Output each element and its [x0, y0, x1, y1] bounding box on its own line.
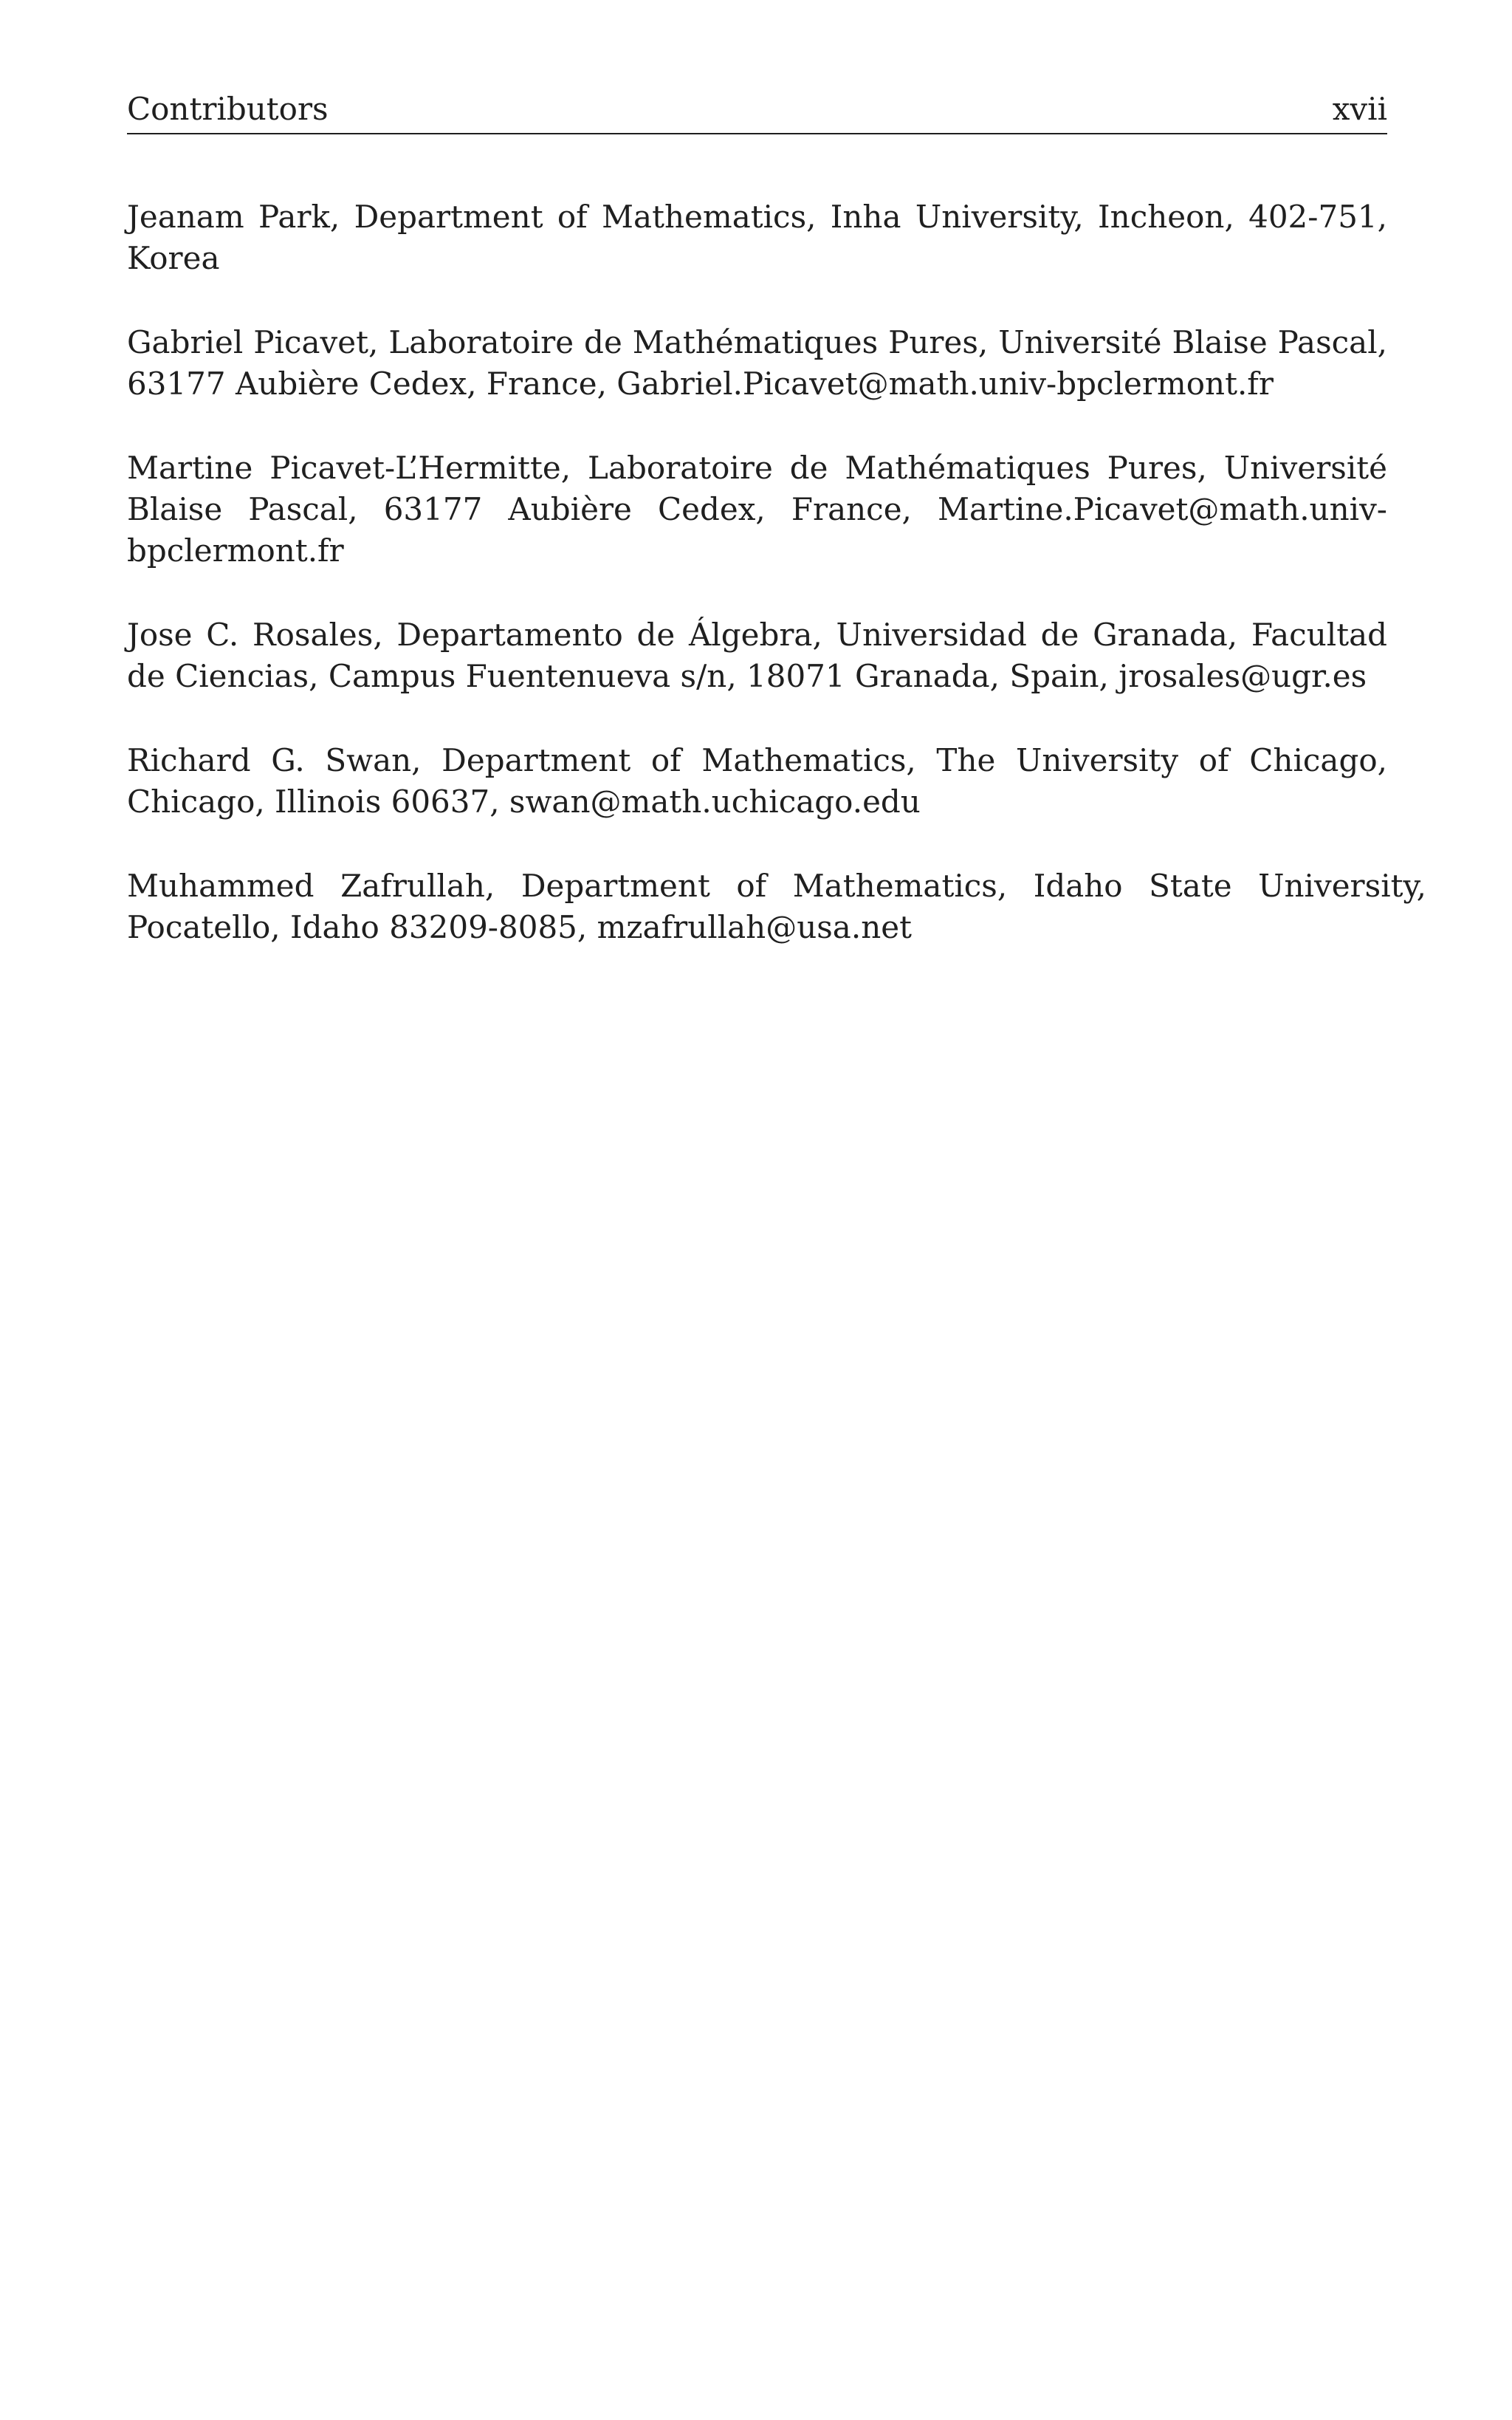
contributor-entry-zafrullah: Muhammed Zafrullah, Department of Mathematics, Idaho State University, Pocatello, Idaho 83209-8085, mzafrullah@usa.net	[127, 868, 1426, 945]
header-rule	[127, 133, 1387, 134]
running-head	[127, 87, 1387, 131]
contributor-entry-martine-picavet-lhermitte: Martine Picavet-L’Hermitte, Laboratoire de Mathématiques Pures, Université Blaise Pascal, 63177 Aubière Cedex, France, Martine.Picavet@math.univ-bpclermont.fr	[127, 450, 1387, 569]
section-title: Contributors	[127, 91, 329, 127]
contributor-entry-park: Jeanam Park, Department of Mathematics, Inha University, Incheon, 402-751, Korea	[127, 199, 1387, 276]
contributor-entry-swan: Richard G. Swan, Department of Mathematics, The University of Chicago, Chicago, Illinois 60637, swan@math.uchicago.edu	[127, 742, 1387, 820]
contributor-entry-rosales: Jose C. Rosales, Departamento de Álgebra, Universidad de Granada, Facultad de Ciencias, Campus Fuentenueva s/n, 18071 Granada, Spain, jrosales@ugr.es	[127, 617, 1387, 694]
page-number: xvii	[1332, 91, 1387, 127]
contributors-list	[127, 196, 1426, 991]
contributor-entry-gabriel-picavet: Gabriel Picavet, Laboratoire de Mathématiques Pures, Université Blaise Pascal, 63177 Aubière Cedex, France, Gabriel.Picavet@math.univ-bpclermont.fr	[127, 324, 1387, 402]
